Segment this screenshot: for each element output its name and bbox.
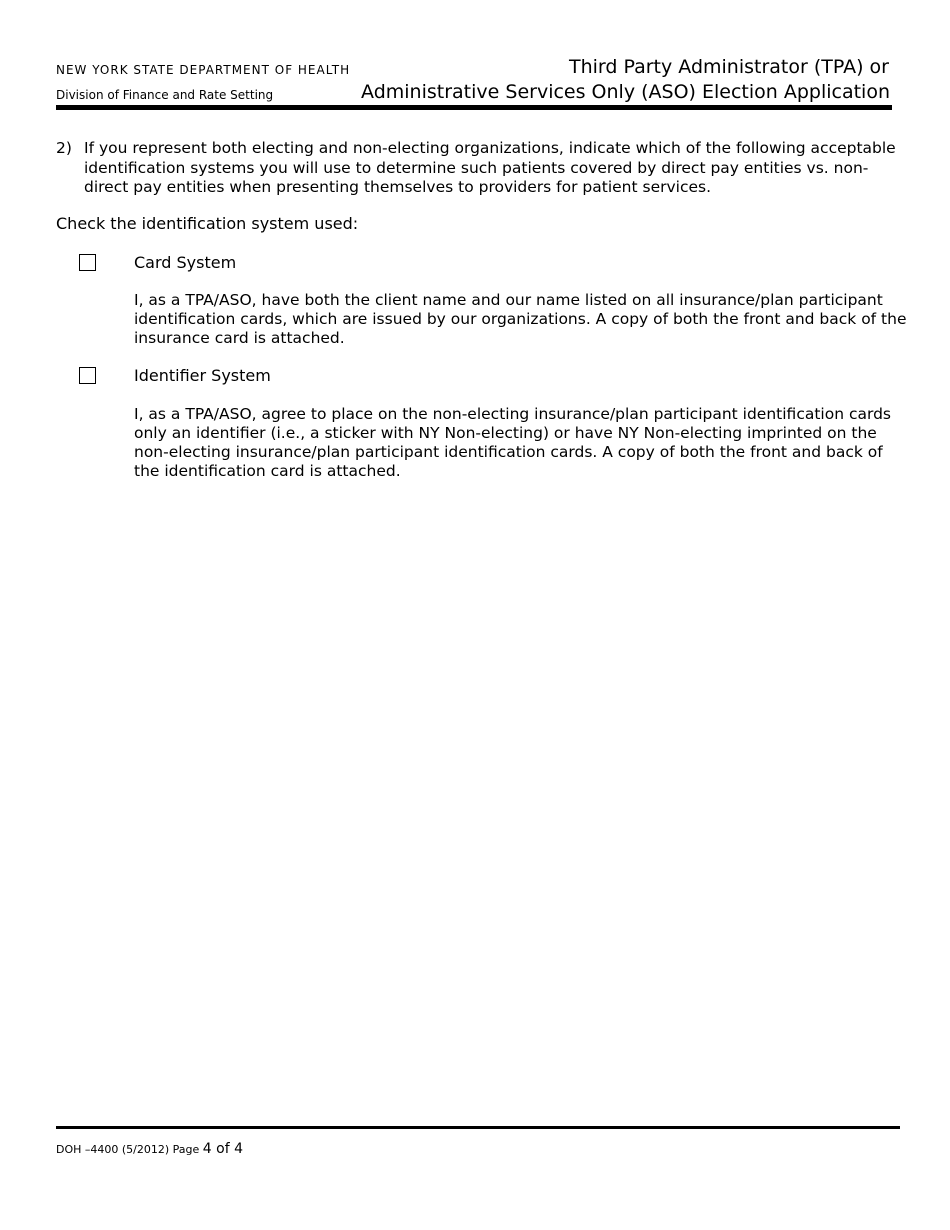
form-id: DOH –4400 (5/2012) Page: [56, 1143, 200, 1156]
card-system-label: Card System: [134, 253, 237, 272]
form-title-line-2: Administrative Services Only (ASO) Election Application: [361, 81, 890, 103]
division-name: Division of Finance and Rate Setting: [56, 88, 274, 102]
card-system-checkbox[interactable]: [79, 254, 96, 271]
header-divider: [56, 105, 892, 110]
page-footer: [56, 1141, 243, 1157]
question-2: [56, 139, 916, 198]
footer-divider: [56, 1126, 900, 1129]
question-text: If you represent both electing and non-electing organizations, indicate which of the following acceptable identification systems you will use to determine such patients covered by direct pay entities vs. non-direct pay entities when presenting themselves to providers for patient services.: [84, 139, 896, 196]
card-system-description: I, as a TPA/ASO, have both the client name and our name listed on all insurance/plan participant identification cards, which are issued by our organizations. A copy of both the front and back of the insurance card is attached.: [134, 291, 907, 347]
form-title-line-1: Third Party Administrator (TPA) or: [568, 56, 889, 78]
question-number: 2): [56, 139, 72, 157]
page-number: 4 of 4: [202, 1141, 244, 1157]
identifier-system-label: Identifier System: [134, 366, 271, 385]
department-name: NEW YORK STATE DEPARTMENT OF HEALTH: [56, 63, 351, 77]
check-instruction: Check the identification system used:: [56, 214, 359, 233]
identifier-system-description: I, as a TPA/ASO, agree to place on the non-electing insurance/plan participant identification cards only an identifier (i.e., a sticker with NY Non-electing) or have NY Non-electing imprinted on the non-electing insurance/plan participant identification cards. A copy of both the front and back of the identification card is attached.: [134, 405, 891, 480]
identifier-system-checkbox[interactable]: [79, 367, 96, 384]
